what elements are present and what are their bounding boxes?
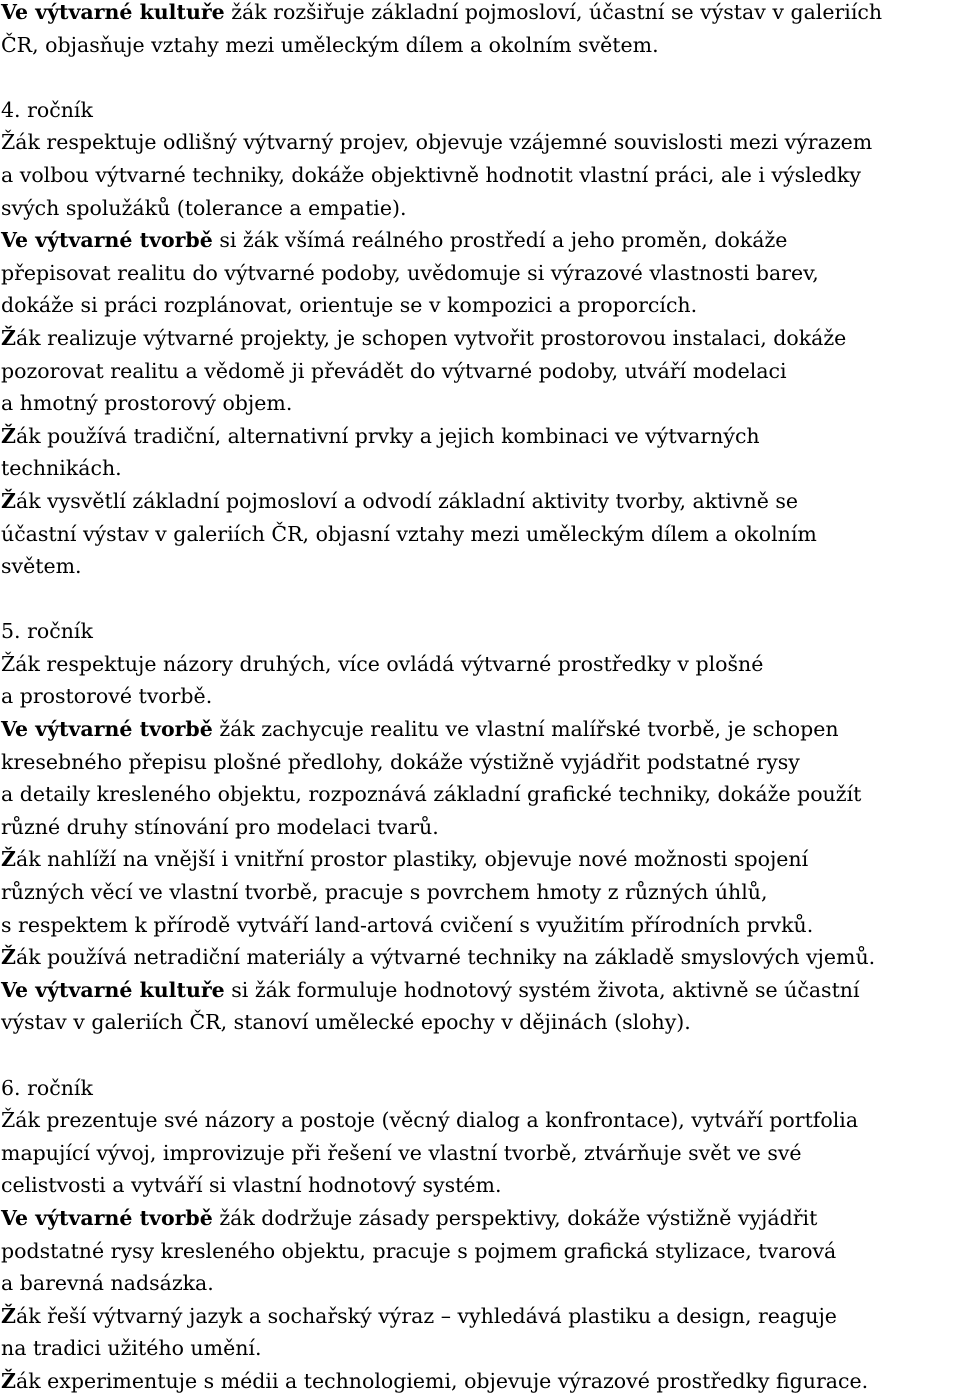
text-line: Žák používá tradiční, alternativní prvky a jejich kombinaci ve výtvarných — [1, 423, 760, 448]
text-line: s respektem k přírodě vytváří land-artová cvičení s využitím přírodních prvků. — [1, 912, 814, 937]
text-line: Žák vysvětlí základní pojmosloví a odvodí základní aktivity tvorby, aktivně se — [1, 488, 799, 513]
text-line: kresebného přepisu plošné předlohy, dokáže výstižně vyjádřit podstatné rysy — [1, 749, 800, 774]
bold-lead: Ž — [1, 423, 16, 448]
bold-lead: Ve výtvarné tvorbě — [1, 228, 213, 253]
text-line: Žák nahlíží na vnější i vnitřní prostor plastiky, objevuje nové možnosti spojení — [1, 847, 809, 872]
text-line: podstatné rysy kresleného objektu, pracuje s pojmem grafická stylizace, tvarová — [1, 1238, 837, 1263]
text-line: Ve výtvarné kultuře si žák formuluje hodnotový systém života, aktivně se účastní — [1, 977, 860, 1002]
text-line: Žák používá netradiční materiály a výtvarné techniky na základě smyslových vjemů. — [1, 945, 876, 970]
text-line: a detaily kresleného objektu, rozpoznává základní grafické techniky, dokáže použít — [1, 782, 862, 807]
text-line: ČR, objasňuje vztahy mezi uměleckým dílem a okolním světem. — [1, 32, 659, 57]
bold-lead: Ž — [1, 488, 16, 513]
text-line: a barevná nadsázka. — [1, 1271, 214, 1296]
bold-lead: Ve výtvarné tvorbě — [1, 1205, 213, 1230]
bold-lead: Ž — [1, 945, 16, 970]
bold-lead: Ž — [1, 1368, 16, 1393]
text-line: Ve výtvarné tvorbě žák dodržuje zásady perspektivy, dokáže výstižně vyjádřit — [1, 1205, 818, 1230]
text-line: Žák respektuje názory druhých, více ovládá výtvarné prostředky v plošné — [1, 651, 764, 676]
text-line: pozorovat realitu a vědomě ji převádět do výtvarné podoby, utváří modelaci — [1, 358, 787, 383]
grade-heading: 4. ročník — [1, 97, 93, 122]
text-line: celistvosti a vytváří si vlastní hodnotový systém. — [1, 1173, 502, 1198]
text-line: Žák experimentuje s médii a technologiemi, objevuje výrazové prostředky figurace. — [1, 1368, 869, 1393]
text-line: mapující vývoj, improvizuje při řešení ve vlastní tvorbě, ztvárňuje svět ve své — [1, 1140, 802, 1165]
text-line: dokáže si práci rozplánovat, orientuje se v kompozici a proporcích. — [1, 293, 698, 318]
bold-lead: Ž — [1, 325, 16, 350]
text-line: Ve výtvarné tvorbě žák zachycuje realitu ve vlastní malířské tvorbě, je schopen — [1, 717, 839, 742]
text-line: účastní výstav v galeriích ČR, objasní vztahy mezi uměleckým dílem a okolním — [1, 521, 817, 546]
text-line: Žák respektuje odlišný výtvarný projev, objevuje vzájemné souvislosti mezi výrazem — [1, 130, 873, 155]
text-line: různých věcí ve vlastní tvorbě, pracuje s povrchem hmoty z různých úhlů, — [1, 880, 768, 905]
text-line: technikách. — [1, 456, 122, 481]
paragraph-gap — [1, 583, 960, 616]
text-line: Ve výtvarné tvorbě si žák všímá reálného prostředí a jeho proměn, dokáže — [1, 228, 788, 253]
text-line: Žák řeší výtvarný jazyk a sochařský výraz – vyhledává plastiku a design, reaguje — [1, 1303, 837, 1328]
text-line: různé druhy stínování pro modelaci tvarů. — [1, 814, 439, 839]
bold-lead: Ž — [1, 847, 16, 872]
bold-lead: Ž — [1, 1303, 16, 1328]
bold-lead: Ve výtvarné tvorbě — [1, 717, 213, 742]
text-line: Ve výtvarné kultuře žák rozšiřuje základní pojmosloví, účastní se výstav v galeriích — [1, 0, 883, 24]
text-line: svých spolužáků (tolerance a empatie). — [1, 195, 407, 220]
text-line: Žák realizuje výtvarné projekty, je schopen vytvořit prostorovou instalaci, dokáže — [1, 325, 847, 350]
text-line: výstav v galeriích ČR, stanoví umělecké epochy v dějinách (slohy). — [1, 1010, 691, 1035]
bold-lead: Ve výtvarné kultuře — [1, 977, 225, 1002]
grade-heading: 5. ročník — [1, 619, 93, 644]
paragraph-gap — [1, 1039, 960, 1072]
text-line: Žák prezentuje své názory a postoje (věcný dialog a konfrontace), vytváří portfolia — [1, 1108, 859, 1133]
text-line: a prostorové tvorbě. — [1, 684, 213, 709]
text-line: přepisovat realitu do výtvarné podoby, uvědomuje si výrazové vlastnosti barev, — [1, 260, 819, 285]
grade-heading: 6. ročník — [1, 1075, 93, 1100]
text-line: a hmotný prostorový objem. — [1, 391, 293, 416]
text-line: světem. — [1, 554, 82, 579]
bold-lead: Ve výtvarné kultuře — [1, 0, 225, 24]
text-line: na tradici užitého umění. — [1, 1336, 262, 1361]
paragraph-gap — [1, 61, 960, 94]
text-line: a volbou výtvarné techniky, dokáže objektivně hodnotit vlastní práci, ale i výsledky — [1, 162, 861, 187]
